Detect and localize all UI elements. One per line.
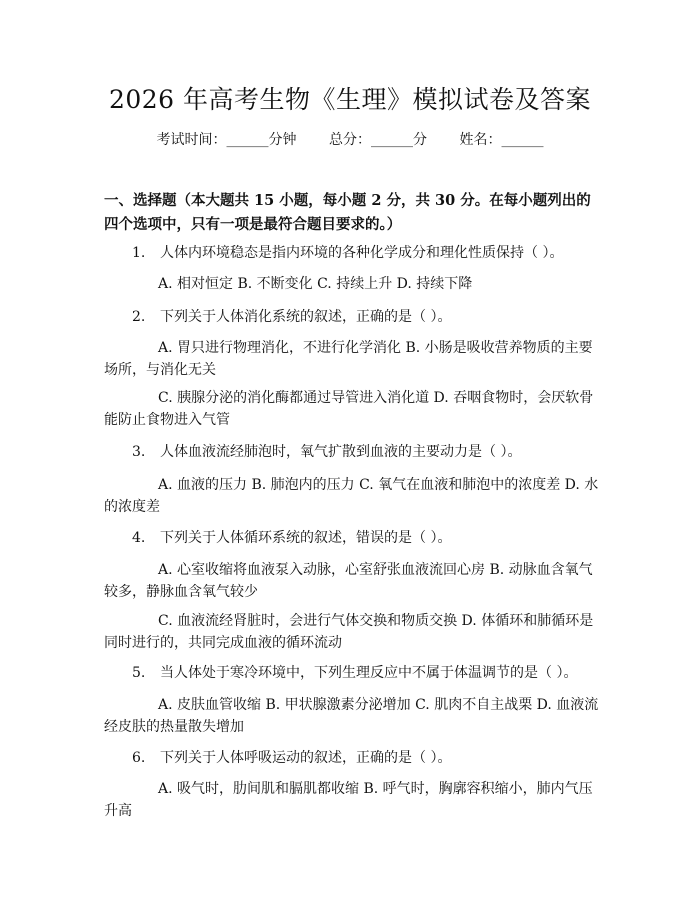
question-2-options-ab: A. 胃只进行物理消化，不进行化学消化 B. 小肠是吸收营养物质的主要场所，与消化无关 — [104, 340, 593, 378]
question-3 — [132, 441, 602, 463]
question-number: 6. — [132, 750, 146, 766]
question-stem: 下列关于人体消化系统的叙述，正确的是（ ）。 — [160, 309, 452, 325]
question-4-options-ab: A. 心室收缩将血液泵入动脉，心室舒张血液流回心房 B. 动脉血含氧气较多，静脉血含氧气较少 — [104, 562, 593, 600]
question-stem: 当人体处于寒冷环境中，下列生理反应中不属于体温调节的是（ ）。 — [160, 665, 578, 681]
exam-time-field: 考试时间：______分钟 — [156, 132, 297, 148]
question-number: 3. — [132, 444, 146, 460]
total-score-field: 总分：______分 — [329, 132, 427, 148]
question-stem: 下列关于人体呼吸运动的叙述，正确的是（ ）。 — [160, 750, 452, 766]
student-name-field: 姓名：______ — [459, 132, 544, 148]
question-6 — [132, 747, 602, 769]
question-number: 1. — [132, 245, 146, 261]
question-2-options-cd: C. 胰腺分泌的消化酶都通过导管进入消化道 D. 吞咽食物时，会厌软骨能防止食物进入气管 — [104, 390, 594, 428]
question-6-options: A. 吸气时，肋间肌和膈肌都收缩 B. 呼气时，胸廓容积缩小，肺内气压升高 — [104, 781, 593, 819]
question-1 — [132, 242, 602, 264]
question-2 — [132, 306, 602, 328]
section-heading: 一、选择题（本大题共 15 小题，每小题 2 分，共 30 分。在每小题列出的四个选项中，只有一项是最符合题目要求的。） — [104, 192, 591, 233]
exam-meta — [0, 130, 700, 150]
question-1-options: A. 相对恒定 B. 不断变化 C. 持续上升 D. 持续下降 — [158, 276, 473, 292]
page-title: 2026 年高考生物《生理》模拟试卷及答案 — [108, 85, 592, 114]
question-number: 2. — [132, 309, 146, 325]
question-stem: 下列关于人体循环系统的叙述，错误的是（ ）。 — [160, 530, 452, 546]
question-number: 5. — [132, 665, 146, 681]
question-stem: 人体内环境稳态是指内环境的各种化学成分和理化性质保持（ ）。 — [160, 245, 564, 261]
question-number: 4. — [132, 530, 146, 546]
question-5-options: A. 皮肤血管收缩 B. 甲状腺激素分泌增加 C. 肌肉不自主战栗 D. 血液流经皮肤的热量散失增加 — [104, 697, 599, 735]
question-stem: 人体血液流经肺泡时，氧气扩散到血液的主要动力是（ ）。 — [160, 444, 522, 460]
question-4-options-cd: C. 血液流经肾脏时，会进行气体交换和物质交换 D. 体循环和肺循环是同时进行的，共同完成血液的循环流动 — [104, 613, 594, 651]
question-4 — [132, 527, 602, 549]
question-5 — [132, 662, 602, 684]
question-3-options: A. 血液的压力 B. 肺泡内的压力 C. 氧气在血液和肺泡中的浓度差 D. 水的浓度差 — [104, 477, 599, 515]
